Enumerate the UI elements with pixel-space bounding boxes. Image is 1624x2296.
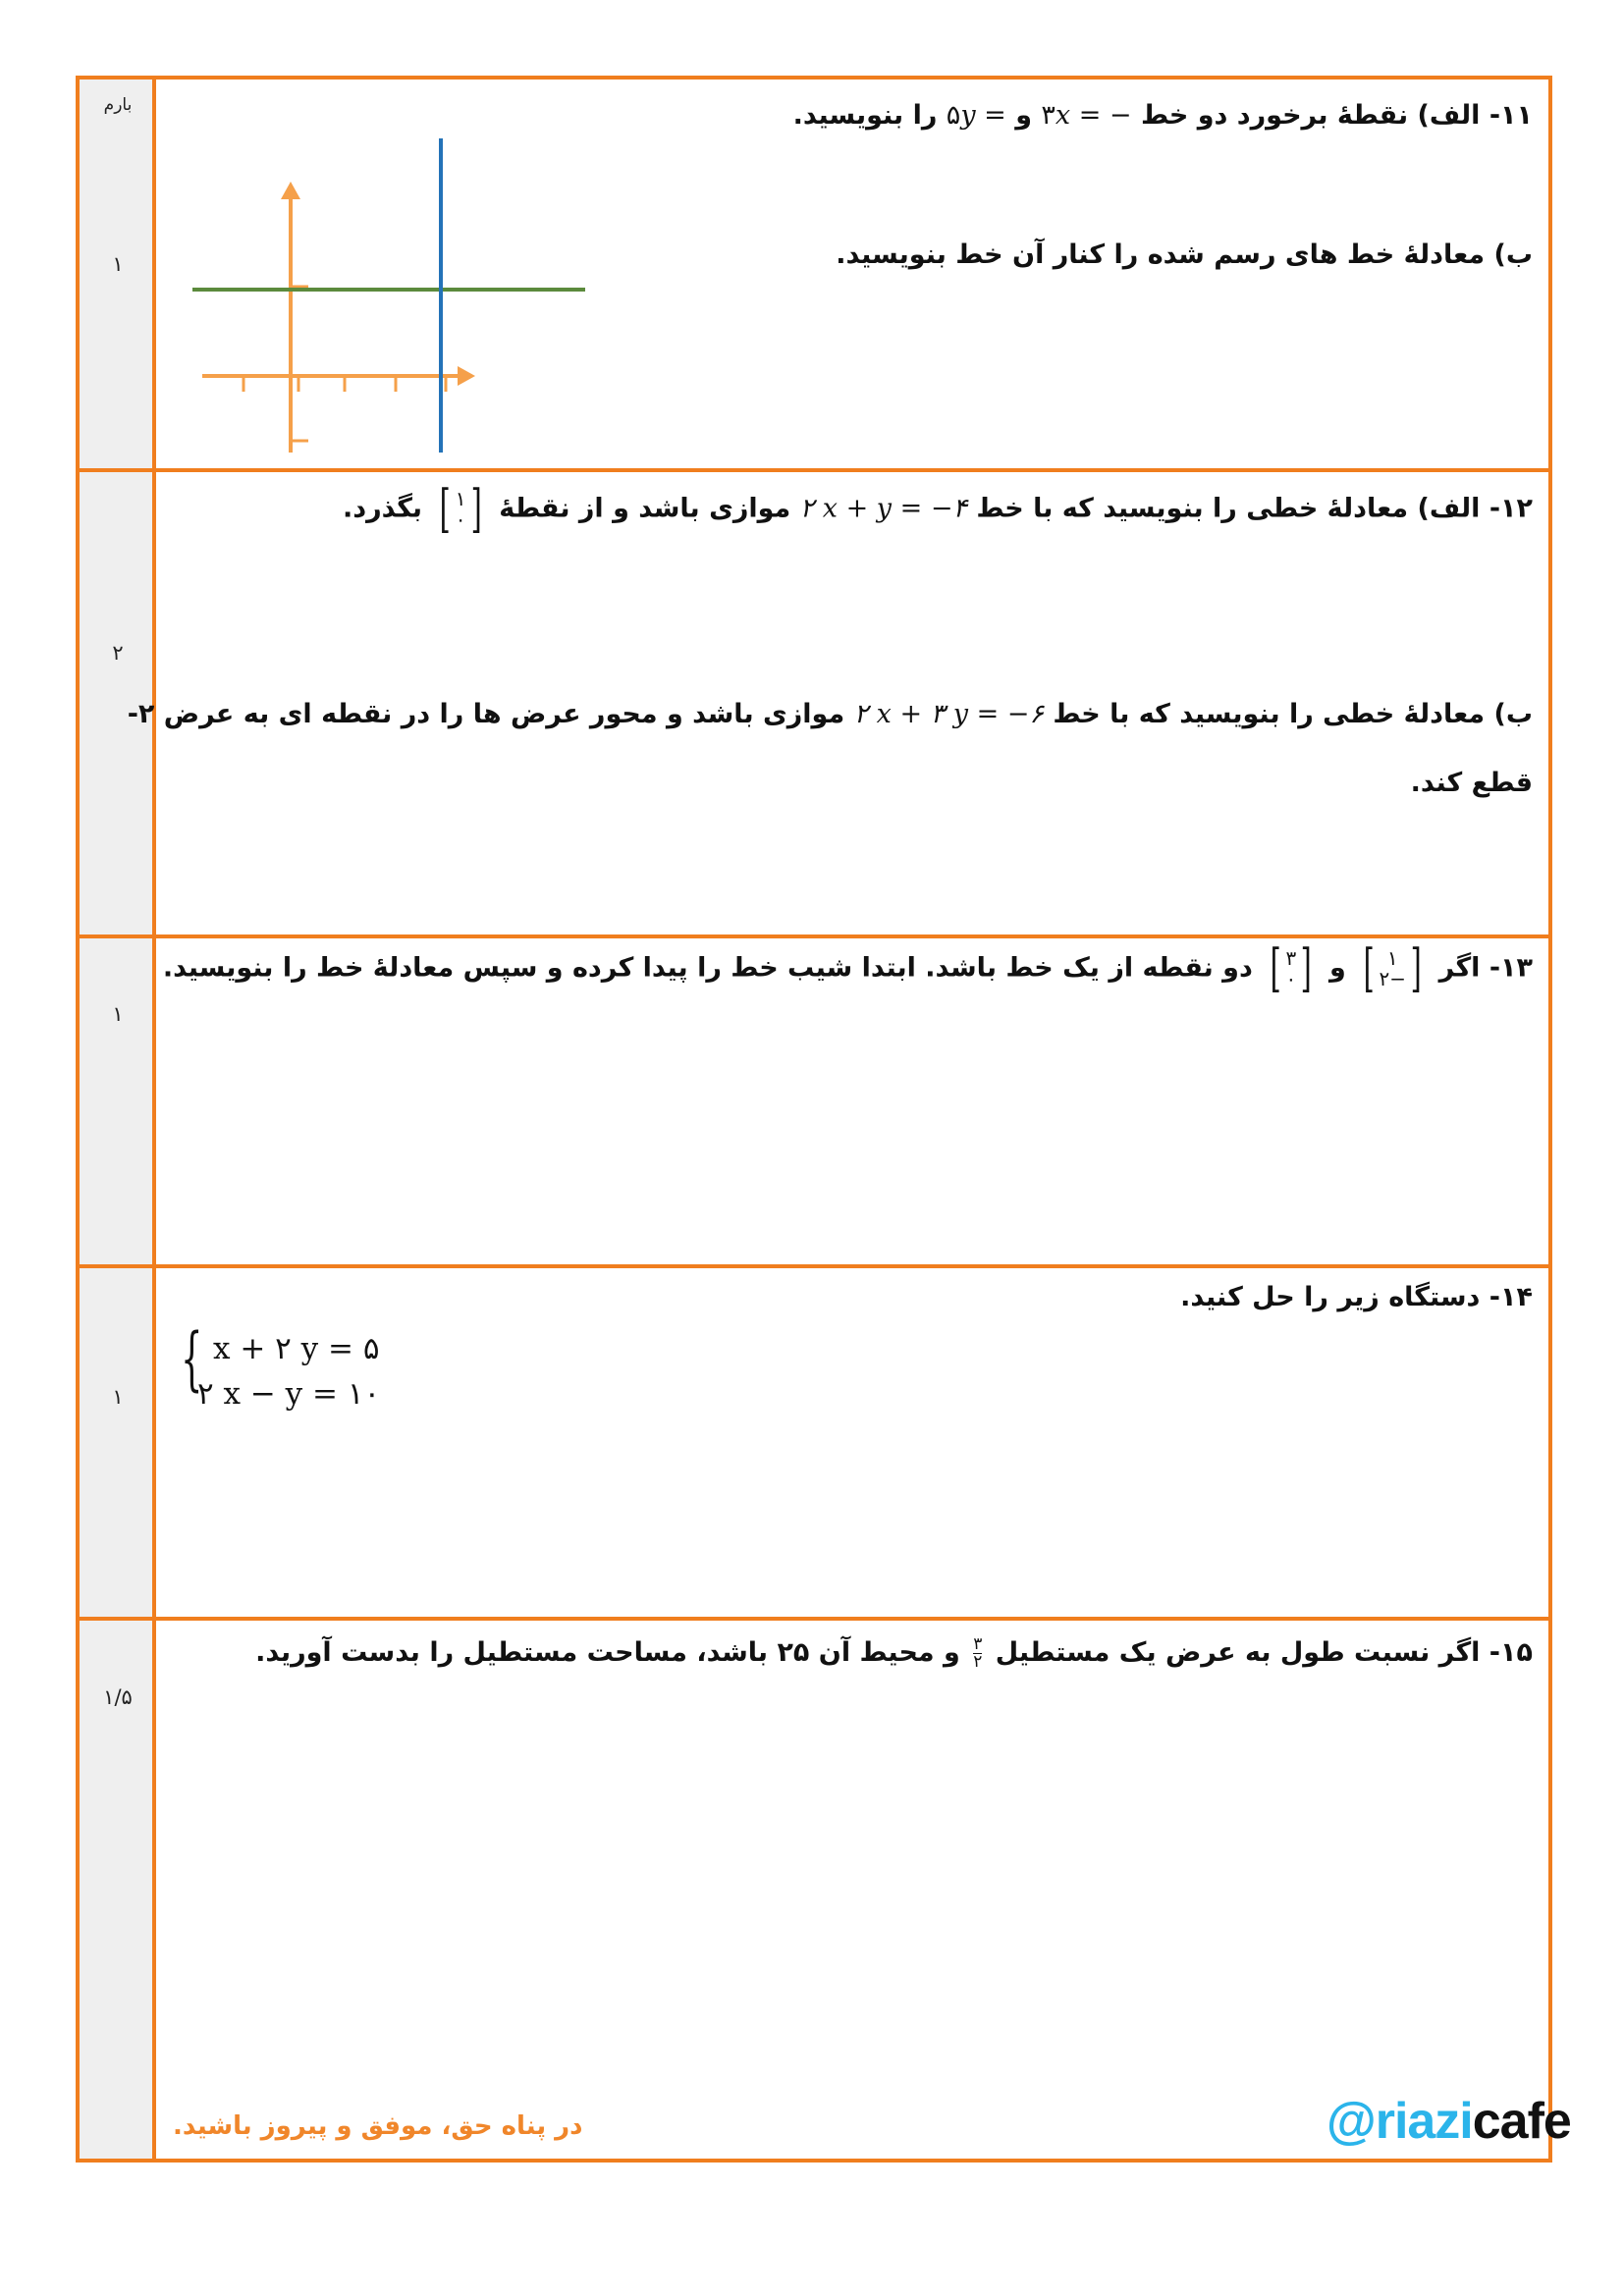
- score-q14: ۱: [112, 1385, 124, 1409]
- q14-equation-system: [181, 1318, 381, 1416]
- row-divider: [80, 1617, 1548, 1621]
- q11-part-a: ۱۱- الف) نقطهٔ برخورد دو خط ۳x = − و ۵y = را بنویسید.: [792, 100, 1533, 131]
- x-axis-arrow: [458, 366, 475, 386]
- q11-graph: [192, 138, 605, 453]
- score-q11: ۱: [112, 252, 124, 276]
- score-q13: ۱: [112, 1002, 124, 1026]
- row-divider: [80, 934, 1548, 938]
- score-q12: ۲: [112, 641, 124, 665]
- q14-text: ۱۴- دستگاه زیر را حل کنید.: [1180, 1282, 1533, 1312]
- q12-part-a: ۱۲- الف) معادلهٔ خطی را بنویسید که با خط ۲ x + y = −۴ موازی باشد و از نقطهٔ [ ۱ ۰ ] بگذرد.: [342, 480, 1533, 539]
- q13-text: ۱۳- اگر [ ۱ ۲− ] و [ ۳ ۰ ] دو نقطه از یک خط باشد. ابتدا شیب خط را پیدا کرده و سپس معادلهٔ خط را بنویسید.: [162, 939, 1533, 998]
- score-q15: ۱/۵: [103, 1685, 133, 1709]
- q13-point2-vector: [ ۳ ۰ ]: [1270, 939, 1312, 998]
- row-divider: [80, 468, 1548, 472]
- system-eq1: x + ۲ y = ۵: [213, 1331, 380, 1366]
- q12-point-vector: [ ۱ ۰ ]: [440, 480, 482, 539]
- score-header: بارم: [103, 95, 133, 115]
- q15-fraction: $\frac{۳}{۲}$: [973, 1634, 983, 1672]
- q12-part-b: ب) معادلهٔ خطی را بنویسید که با خط ۲ x + ۳ y = −۶ موازی باشد و محور عرض ها را در نقطه ای به عرض ۲-: [127, 699, 1533, 729]
- q11-part-b: ب) معادلهٔ خط های رسم شده را کنار آن خط بنویسید.: [836, 240, 1533, 270]
- footer-wish: در پناه حق، موفق و پیروز باشید.: [173, 2111, 583, 2141]
- q13-point1-vector: [ ۱ ۲− ]: [1363, 939, 1422, 998]
- exam-sheet: [76, 76, 1571, 2163]
- riazicafe-logo: @riazicafe: [1326, 2093, 1571, 2150]
- system-eq2: ۲ x − y = ۱۰: [197, 1376, 381, 1412]
- q15-text: ۱۵- اگر نسبت طول به عرض یک مستطیل $\frac{۳}{۲}$ و محیط آن ۲۵ باشد، مساحت مستطیل را بدست آورید.: [255, 1634, 1533, 1672]
- score-column: [80, 80, 156, 2159]
- row-divider: [80, 1264, 1548, 1268]
- y-axis-arrow: [281, 182, 300, 199]
- q12-part-b-line2: قطع کند.: [1410, 768, 1533, 798]
- system-brace: {: [181, 1318, 203, 1399]
